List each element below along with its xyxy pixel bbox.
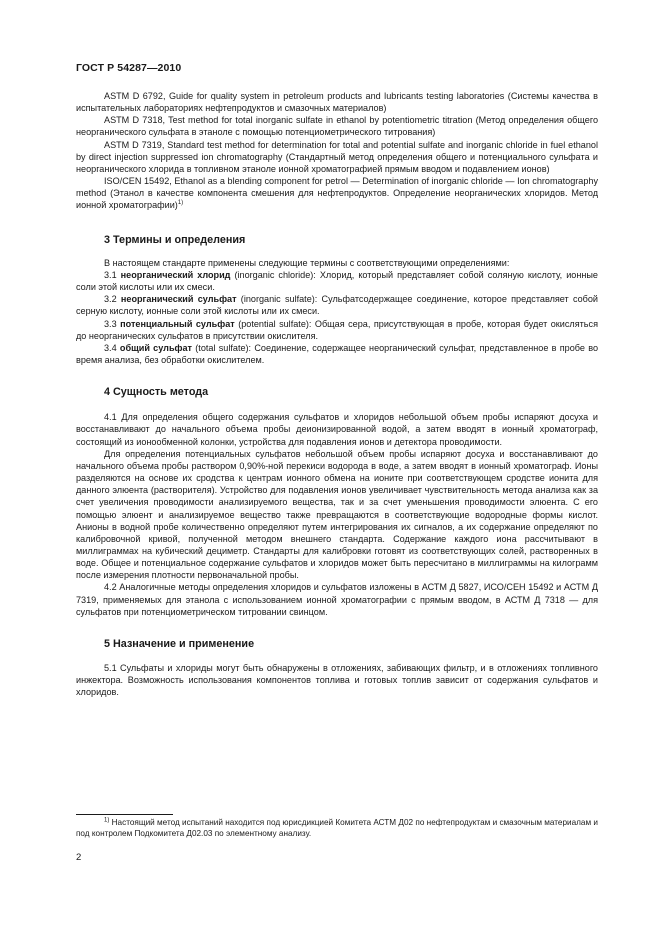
footnote-marker: 1) <box>104 817 110 824</box>
reference-item: ASTM D 6792, Guide for quality system in petroleum products and lubricants testing laboratories (Системы качества в испытательных лабораториях нефтепродуктов и смазочных материалов) <box>76 91 598 114</box>
term-number: 3.3 <box>104 318 121 329</box>
term-name: потенциальный сульфат <box>120 318 235 329</box>
section-4-paragraph: 4.2 Аналогичные методы определения хлоридов и сульфатов изложены в АСТМ Д 5827, ИСО/CEH 15492 и АСТМ Д 7319, применяемых для этанола с использованием ионной хроматографии с прямым вводом, в АСТМ Д 7318 — для сульфатов при потенциометрическом титровании свинцом. <box>76 582 598 617</box>
section-3-intro: В настоящем стандарте применены следующие термины с соответствующими определениями: <box>104 257 510 268</box>
term-number: 3.1 <box>104 269 121 280</box>
reference-item <box>76 175 598 211</box>
footnote-text: Настоящий метод испытаний находится под юрисдикцией Комитета АСТМ Д02 по нефтепродуктам и смазочным материалам и под контролем Подкомитета Д02.03 по элементному анализу. <box>76 818 598 838</box>
standard-header: ГОСТ Р 54287—2010 <box>76 62 182 74</box>
term-name: неорганический хлорид <box>120 269 231 280</box>
reference-item: ASTM D 7319, Standard test method for determination for total and potential sulfate and inorganic chloride in fuel ethanol by direct injection suppressed ion chromatography (Стандартный метод определения общего и потенциального сульфата и неорганического хлорида в топливном этаноле ионной хроматографией прямым вводом и подавлением ионов) <box>76 139 598 174</box>
term-text: (total sulfate): Соединение, содержащее неорганический сульфат, представленное в пробе во время анализа, без обработки окислителем. <box>76 342 598 365</box>
term-definition <box>76 342 598 366</box>
term-number: 3.4 <box>104 342 120 353</box>
section-4-paragraph: 4.1 Для определения общего содержания сульфатов и хлоридов небольшой объем пробы испаряют досуха и восстанавливают до начального объема пробы деионизированной водой, а затем вводят в ионный хроматограф, состоящий из ионообменной колонки, устройства для подавления ионов и детектора проводимости. <box>76 412 598 447</box>
page-number: 2 <box>76 852 82 863</box>
section-4-heading: 4 Сущность метода <box>104 386 209 399</box>
term-definition <box>76 293 598 317</box>
page-content <box>76 90 598 699</box>
term-name: неорганический сульфат <box>120 294 237 305</box>
normative-references <box>76 90 598 212</box>
footnote <box>76 818 598 839</box>
reference-item: ASTM D 7318, Test method for total inorganic sulfate in ethanol by potentiometric titration (Метод определения общего неорганического сульфата в этаноле с помощью потенциометрического титрования) <box>76 115 598 138</box>
term-name: общий сульфат <box>119 342 193 353</box>
section-3-heading: 3 Термины и определения <box>104 233 246 246</box>
section-5-heading: 5 Назначение и применение <box>104 637 255 650</box>
term-text: (inorganic sulfate): Сульфатсодержащее соединение, которое представляет собой серную кислоту, ионные соли этой кислоты или их смеси. <box>76 294 599 317</box>
footnote-marker: 1) <box>177 200 184 207</box>
section-5-paragraph: 5.1 Сульфаты и хлориды могут быть обнаружены в отложениях, забивающих фильтр, и в отложениях топливного инжектора. Возможность использования компонентов топлива и готовых топлив зависит от содержания сульфатов и хлоридов. <box>76 663 598 698</box>
term-definition <box>76 318 598 342</box>
footnote-divider <box>76 814 173 815</box>
term-text: (potential sulfate): Общая сера, присутствующая в пробе, которая будет окисляться до неорганических сульфатов в присутствии окислителя. <box>76 318 599 341</box>
term-number: 3.2 <box>104 294 121 305</box>
term-definition <box>76 269 598 293</box>
footnote-paragraph <box>76 818 598 839</box>
reference-text: ISO/CEN 15492, Ethanol as a blending component for petrol — Determination of inorganic chloride — Ion chromatography method (Этанол в качестве компонента смешения для нефтепродуктов. Определение неорганических хлоридов. Метод ионной хроматографии) <box>76 176 598 211</box>
section-4-paragraph: Для определения потенциальных сульфатов небольшой объем пробы испаряют досуха и восстанавливают до начального объема пробы раствором 0,90%-ной перекиси водорода в воде, а затем вводят в ионный хроматограф. Ионы разделяются на основе их сродства к центрам ионного обмена на ионите при соответствующем сродстве ионита для данного элюента (растворителя). Устройство для подавления ионов увеличивает чувствительность метода анализа как за счет увеличения проводимости анализируемого вещества, так и за счет уменьшения проводимости элюента. С его помощью элюент и анализируемое вещество также превращаются в соответствующие водородные формы кислот. Анионы в водной пробе количественно определяют путем интегрирования их сигналов, а их содержание определяют по калибровочной кривой, полученной методом внешнего стандарта. Содержание каждого иона рассчитывают в миллиграммах на кубический дециметр. Стандарты для калибровки готовят из соответствующих солей, растворенных в воде. Общее и потенциальное содержание сульфатов и хлоридов может быть пересчитано в миллиграммы на килограмм после измерения плотности первоначальной пробы. <box>76 448 598 581</box>
term-text: (inorganic chloride): Хлорид, который представляет собой соляную кислоту, ионные соли этой кислоты или их смеси. <box>76 269 598 293</box>
